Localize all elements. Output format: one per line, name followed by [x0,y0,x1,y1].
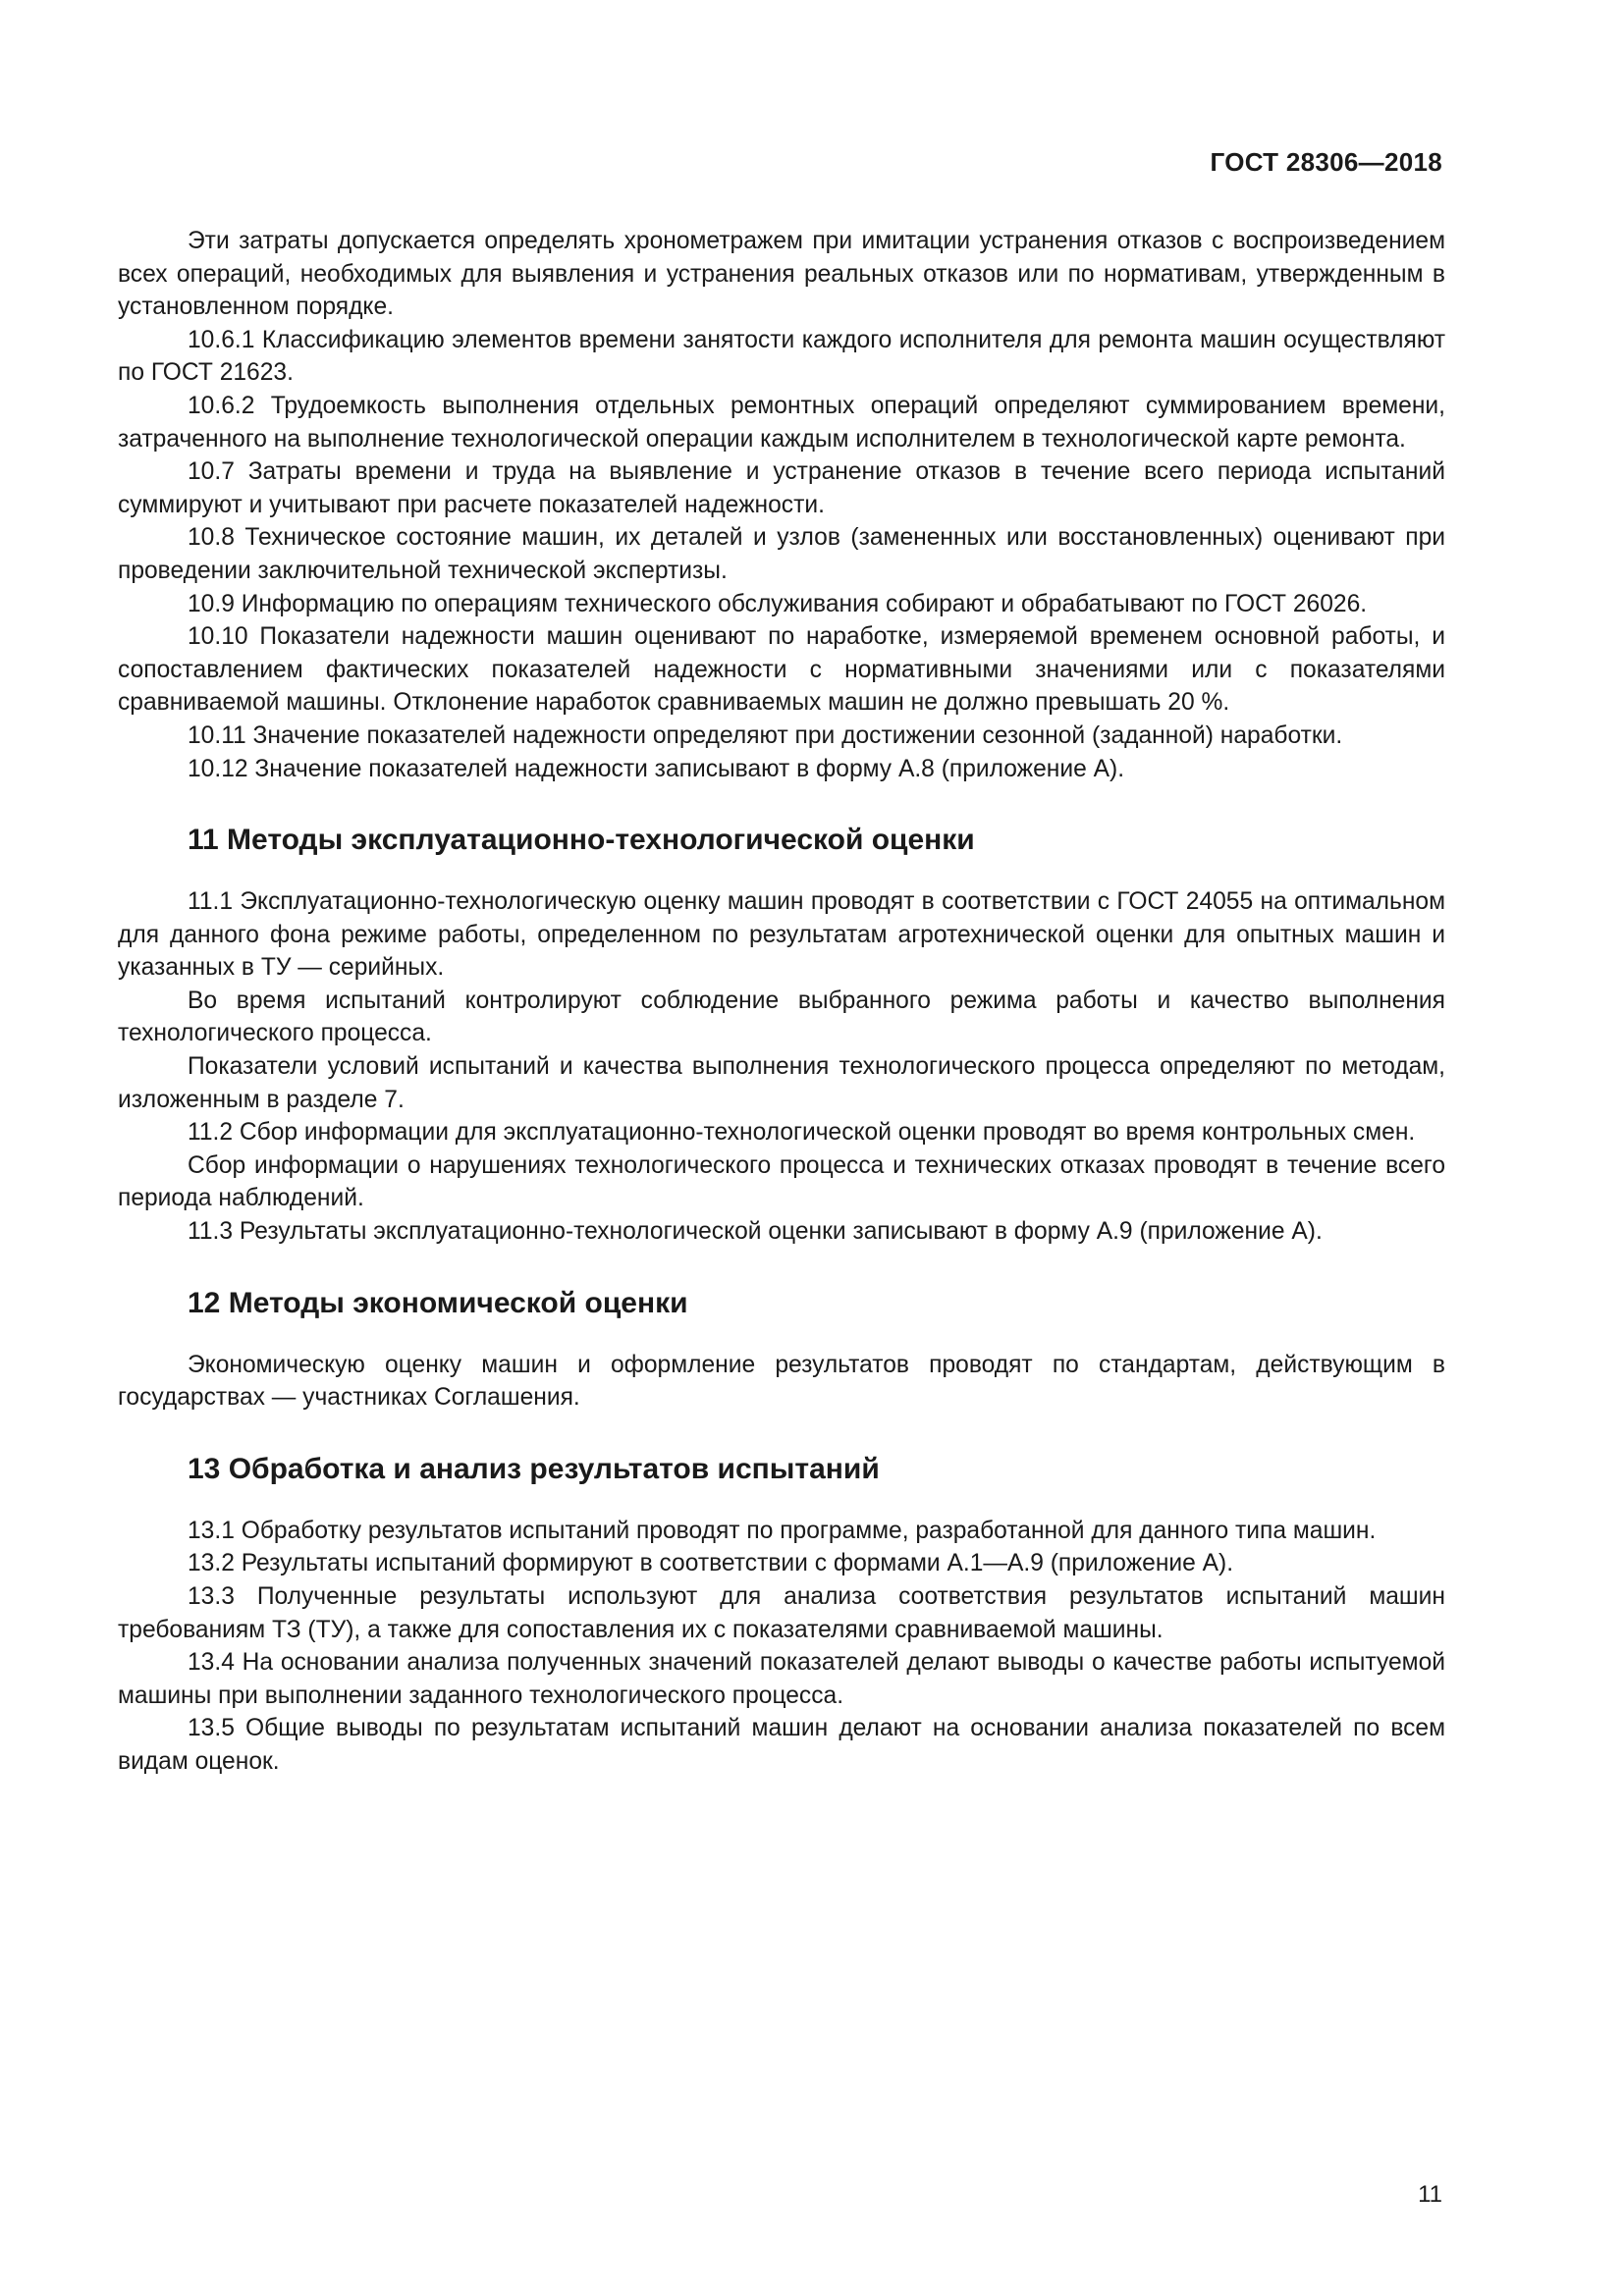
paragraph: Во время испытаний контролируют соблюдение выбранного режима работы и качество выполнения технологического процесса. [118,987,1445,1047]
paragraph: 11.2 Сбор информации для эксплуатационно-технологической оценки проводят во время контрольных смен. [188,1119,1416,1147]
document-body [118,225,1445,1779]
paragraph: 13.4 На основании анализа полученных значений показателей делают выводы о качестве работы испытуемой машины при выполнении заданного технологического процесса. [118,1649,1445,1709]
paragraph: 10.10 Показатели надежности машин оценивают по наработке, измеряемой временем основной работы, и сопоставлением фактических показателей надежности с нормативными значениями или с показателями сравниваемой машины. Отклонение наработок сравниваемых машин не должно превышать 20 %. [118,623,1445,717]
paragraph: 10.11 Значение показателей надежности определяют при достижении сезонной (заданной) наработки. [188,721,1343,749]
paragraph: 13.1 Обработку результатов испытаний проводят по программе, разработанной для данного типа машин. [188,1517,1377,1544]
section-13-heading: 13 Обработка и анализ результатов испытаний [188,1452,880,1485]
paragraph: 10.8 Техническое состояние машин, их деталей и узлов (замененных или восстановленных) оценивают при проведении заключительной технической экспертизы. [118,524,1445,584]
paragraph: 13.5 Общие выводы по результатам испытаний машин делают на основании анализа показателей по всем видам оценок. [118,1715,1445,1775]
paragraph: 10.6.1 Классификацию элементов времени занятости каждого исполнителя для ремонта машин осуществляют по ГОСТ 21623. [118,326,1445,387]
section-12-heading: 12 Методы экономической оценки [188,1286,688,1319]
paragraph: 10.6.2 Трудоемкость выполнения отдельных ремонтных операций определяют суммированием времени, затраченного на выполнение технологической операции каждым исполнителем в технологической карте ремонта. [118,392,1445,453]
paragraph: 10.12 Значение показателей надежности записывают в форму А.8 (приложение А). [188,755,1125,782]
page-number: 11 [1418,2181,1442,2208]
section-11-heading: 11 Методы эксплуатационно-технологической оценки [188,824,975,857]
paragraph: 11.1 Эксплуатационно-технологическую оценку машин проводят в соответствии с ГОСТ 24055 на оптимальном для данного фона режиме работы, определенном по результатам агротехнической оценки для опытных машин и указанных в ТУ — серийных. [118,888,1445,982]
paragraph: 13.2 Результаты испытаний формируют в соответствии с формами А.1—А.9 (приложение А). [188,1550,1234,1577]
paragraph: Показатели условий испытаний и качества выполнения технологического процесса определяют по методам, изложенным в разделе 7. [118,1053,1445,1113]
paragraph: 10.9 Информацию по операциям технического обслуживания собирают и обрабатывают по ГОСТ 26026. [188,590,1368,617]
paragraph: Эти затраты допускается определять хронометражем при имитации устранения отказов с воспроизведением всех операций, необходимых для выявления и устранения реальных отказов или по нормативам, утвержденным в установленном порядке. [118,228,1445,321]
paragraph: Сбор информации о нарушениях технологического процесса и технических отказах проводят в течение всего периода наблюдений. [118,1151,1445,1212]
document-code-header: ГОСТ 28306—2018 [1210,147,1442,177]
paragraph: 10.7 Затраты времени и труда на выявление и устранение отказов в течение всего периода испытаний суммируют и учитывают при расчете показателей надежности. [118,458,1445,518]
paragraph: 13.3 Полученные результаты используют для анализа соответствия результатов испытаний машин требованиям ТЗ (ТУ), а также для сопоставления их с показателями сравниваемой машины. [118,1583,1445,1643]
paragraph: Экономическую оценку машин и оформление результатов проводят по стандартам, действующим в государствах — участниках Соглашения. [118,1351,1445,1412]
paragraph: 11.3 Результаты эксплуатационно-технологической оценки записывают в форму А.9 (приложение А). [188,1218,1323,1246]
